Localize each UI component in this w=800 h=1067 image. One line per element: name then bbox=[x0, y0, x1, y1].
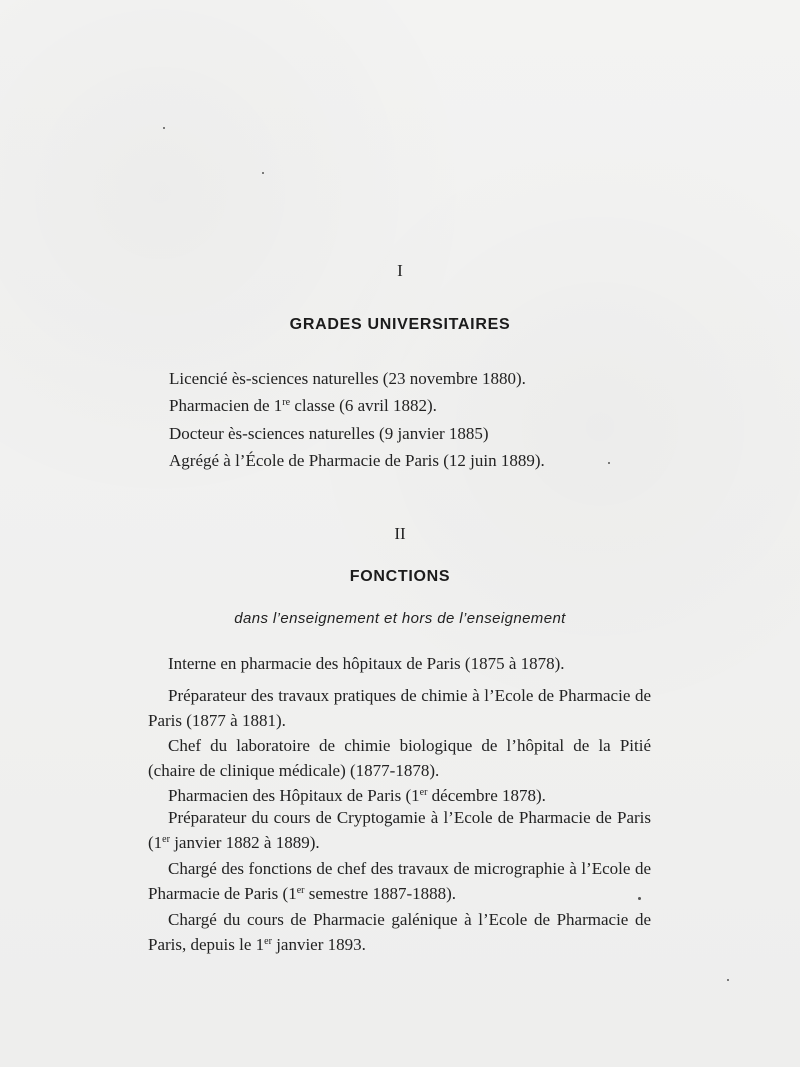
degree-line: Pharmacien de 1re classe (6 avril 1882). bbox=[169, 396, 437, 415]
function-entry: Préparateur des travaux pratiques de chimie à l’Ecole de Pharmacie de Paris (1877 à 1881). bbox=[148, 686, 651, 730]
section-title: FONCTIONS bbox=[349, 568, 451, 585]
scan-speck bbox=[727, 979, 729, 981]
section-numeral: II bbox=[394, 524, 406, 543]
degree-line: Agrégé à l’École de Pharmacie de Paris (12 juin 1889). bbox=[169, 451, 545, 470]
scan-speck bbox=[608, 462, 610, 464]
function-entry: Chef du laboratoire de chimie biologique de l’hôpital de la Pitié (chaire de clinique médicale) (1877-1878). bbox=[148, 736, 651, 780]
section-subtitle: dans l’enseignement et hors de l’enseignement bbox=[234, 610, 566, 627]
scan-speck bbox=[262, 172, 264, 174]
section-numeral: I bbox=[397, 261, 403, 280]
function-entry: Interne en pharmacie des hôpitaux de Paris (1875 à 1878). bbox=[168, 654, 565, 673]
section-title: GRADES UNIVERSITAIRES bbox=[289, 316, 511, 333]
function-entry: Préparateur du cours de Cryptogamie à l’Ecole de Pharmacie de Paris (1er janvier 1882 à 1889). bbox=[148, 808, 651, 852]
function-entry: Chargé du cours de Pharmacie galénique à l’Ecole de Pharmacie de Paris, depuis le 1er janvier 1893. bbox=[148, 910, 651, 954]
scan-speck bbox=[163, 127, 165, 129]
degree-line: Docteur ès-sciences naturelles (9 janvier 1885) bbox=[169, 424, 489, 443]
degree-line: Licencié ès-sciences naturelles (23 novembre 1880). bbox=[169, 369, 526, 388]
function-entry: Chargé des fonctions de chef des travaux de micrographie à l’Ecole de Pharmacie de Paris (1er semestre 1887-1888). bbox=[148, 859, 651, 903]
function-entry: Pharmacien des Hôpitaux de Paris (1er décembre 1878). bbox=[168, 786, 546, 805]
